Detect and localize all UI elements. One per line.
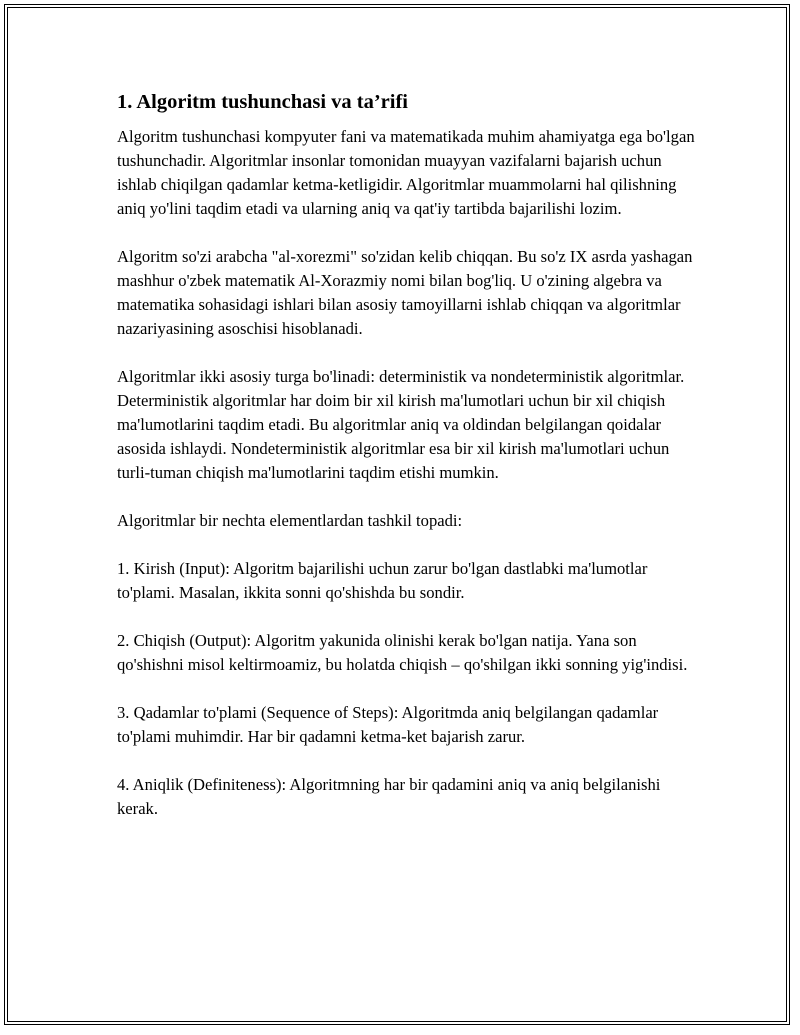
list-item-steps: 3. Qadamlar to'plami (Sequence of Steps): Algoritmda aniq belgilangan qadamlar to'plami muhimdir. Har bir qadamni ketma-ket bajarish zarur. bbox=[117, 702, 659, 746]
paragraph-intro: Algoritm tushunchasi kompyuter fani va matematikada muhim ahamiyatga ega bo'lgan tushunchadir. Algoritmlar insonlar tomonidan muayyan vazifalarni bajarish uchun ishlab chiqilgan qadamlar ketma-ketligidir. Algoritmlar muammolarni hal qilishning aniq yo'lini taqdim etadi va ularning aniq va qat'iy tartibda bajarilishi lozim. bbox=[117, 126, 695, 218]
paragraph-etymology: Algoritm so'zi arabcha "al-xorezmi" so'zidan kelib chiqqan. Bu so'z IX asrda yashagan mashhur o'zbek matematik Al-Xorazmiy nomi bilan bog'liq. U o'zining algebra va matematika sohasidagi ishlari bilan asosiy tamoyillarni ishlab chiqqan va algoritmlar nazariyasining asoschisi hisoblanadi. bbox=[117, 246, 693, 338]
list-item-output: 2. Chiqish (Output): Algoritm yakunida olinishi kerak bo'lgan natija. Yana son qo'shishni misol keltirmoamiz, bu holatda chiqish – qo'shilgan ikki sonning yig'indisi. bbox=[117, 630, 688, 674]
paragraph-elements-intro: Algoritmlar bir nechta elementlardan tashkil topadi: bbox=[117, 510, 463, 530]
list-item-input: 1. Kirish (Input): Algoritm bajarilishi uchun zarur bo'lgan dastlabki ma'lumotlar to'plami. Masalan, ikkita sonni qo'shishda bu sondir. bbox=[117, 558, 648, 602]
document-body bbox=[117, 90, 702, 845]
paragraph-types: Algoritmlar ikki asosiy turga bo'linadi: deterministik va nondeterministik algoritmlar. Deterministik algoritmlar har doim bir xil kirish ma'lumotlari uchun bir xil chiqish ma'lumotlarini taqdim etadi. Bu algoritmlar aniq va oldindan belgilangan qoidalar asosida ishlaydi. Nondeterministik algoritmlar esa bir xil kirish ma'lumotlari uchun turli-tuman chiqish ma'lumotlarini taqdim etishi mumkin. bbox=[117, 366, 685, 482]
section-heading: 1. Algoritm tushunchasi va ta’rifi bbox=[117, 91, 408, 113]
list-item-definiteness: 4. Aniqlik (Definiteness): Algoritmning har bir qadamini aniq va aniq belgilanishi kerak. bbox=[117, 774, 661, 818]
